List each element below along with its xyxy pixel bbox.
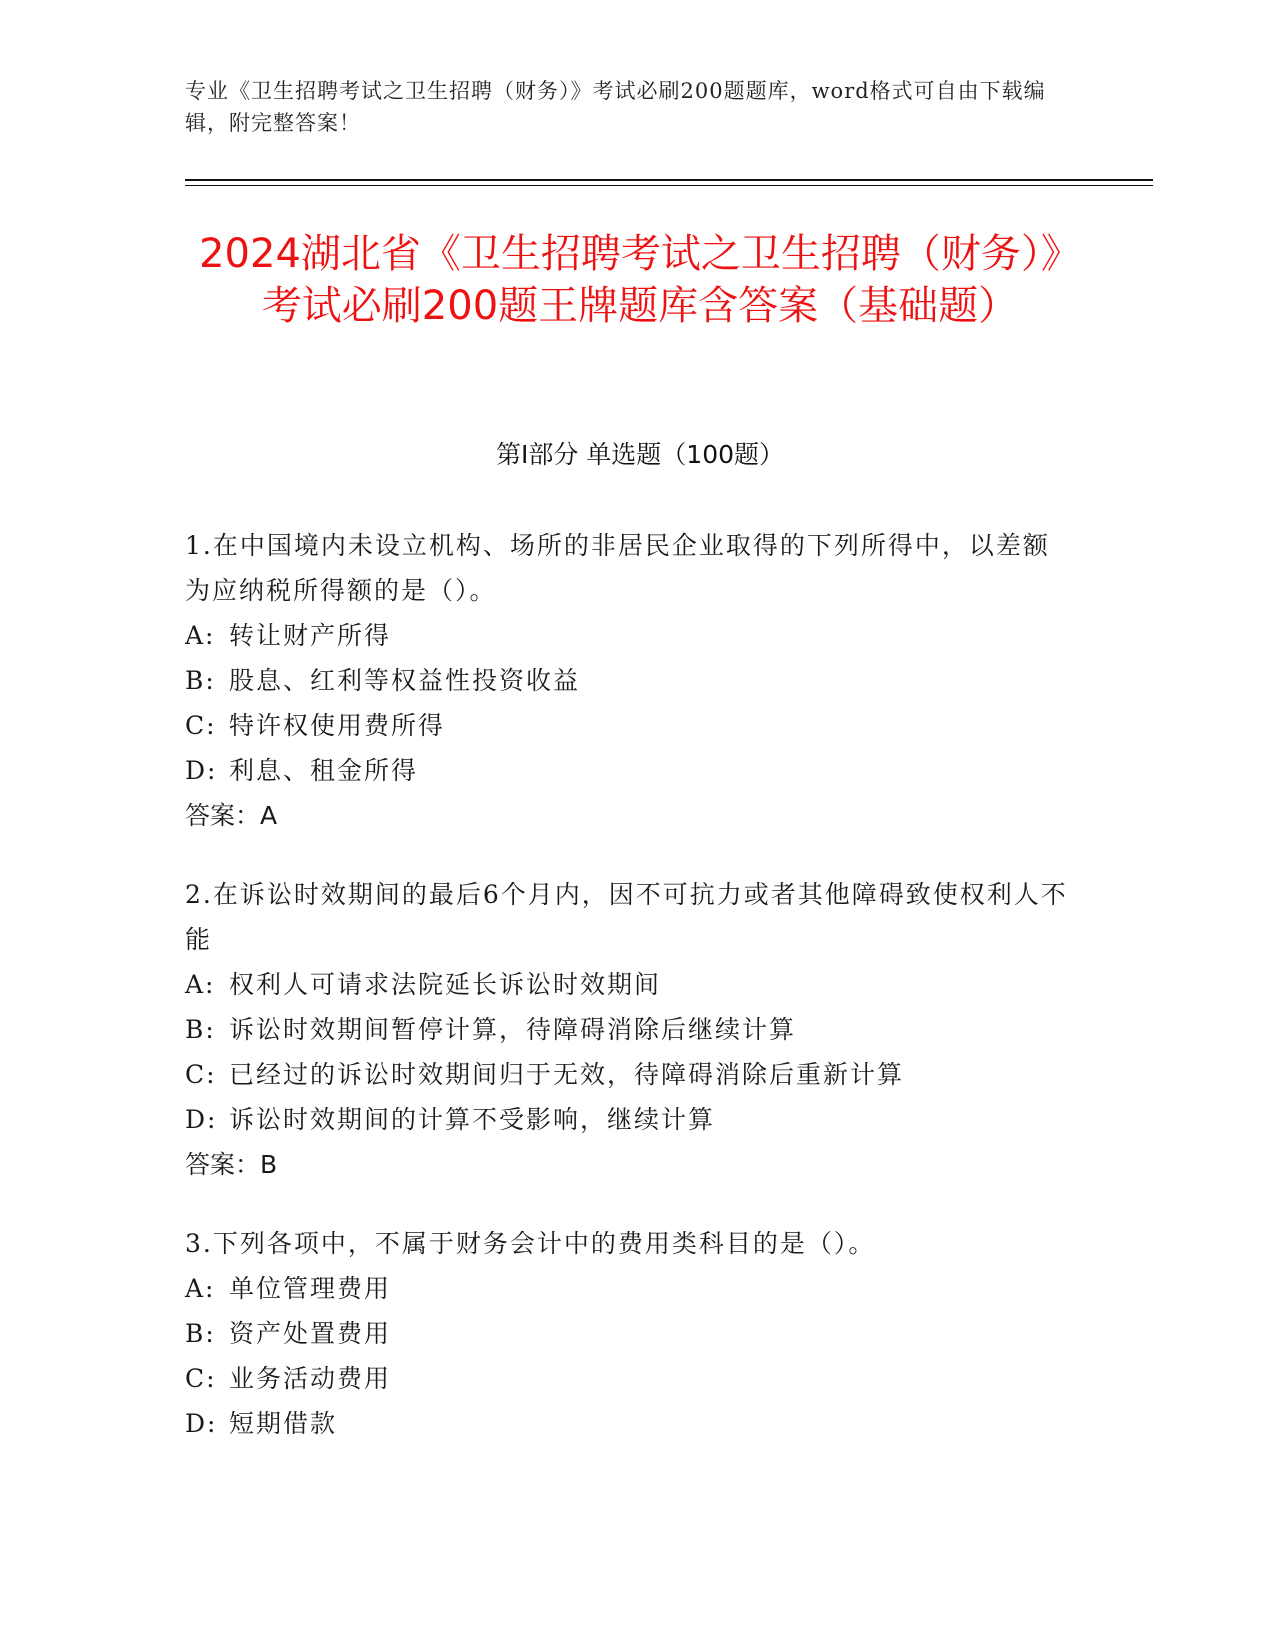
option-text: 资产处置费用 — [229, 1319, 392, 1348]
option-text: 股息、红利等权益性投资收益 — [229, 666, 581, 695]
option-text: 诉讼时效期间暂停计算，待障碍消除后继续计算 — [229, 1015, 797, 1044]
option-text: 转让财产所得 — [229, 621, 392, 650]
option-key: B: — [185, 1015, 216, 1044]
option-key: A: — [185, 621, 216, 650]
option-text: 业务活动费用 — [229, 1364, 392, 1393]
option-c — [185, 1052, 1075, 1097]
question-stem: 2.在诉讼时效期间的最后6个月内，因不可抗力或者其他障碍致使权利人不能 — [185, 880, 1068, 954]
header-divider-thin — [185, 185, 1153, 186]
question-2 — [185, 872, 1075, 1187]
answer: 答案：B — [185, 1150, 278, 1179]
option-key: B: — [185, 666, 216, 695]
option-key: A: — [185, 970, 216, 999]
option-a — [185, 613, 1075, 658]
question-stem: 3.下列各项中，不属于财务会计中的费用类科目的是（）。 — [185, 1229, 876, 1258]
option-text: 短期借款 — [229, 1409, 338, 1438]
option-key: D: — [185, 756, 218, 785]
option-c — [185, 1356, 1075, 1401]
question-3 — [185, 1221, 1075, 1446]
option-key: D: — [185, 1105, 218, 1134]
option-text: 利息、租金所得 — [229, 756, 419, 785]
header-note: 专业《卫生招聘考试之卫生招聘（财务）》考试必刷200题题库，word格式可自由下载编辑，附完整答案！ — [185, 79, 1046, 135]
option-text: 诉讼时效期间的计算不受影响，继续计算 — [229, 1105, 716, 1134]
option-b — [185, 658, 1075, 703]
option-c — [185, 703, 1075, 748]
option-d — [185, 1401, 1075, 1446]
section-title: 第I部分 单选题（100题） — [495, 440, 785, 469]
option-key: A: — [185, 1274, 216, 1303]
option-b — [185, 1007, 1075, 1052]
option-key: C: — [185, 1060, 217, 1089]
question-stem: 1.在中国境内未设立机构、场所的非居民企业取得的下列所得中，以差额为应纳税所得额的是（）。 — [185, 531, 1050, 605]
option-text: 已经过的诉讼时效期间归于无效，待障碍消除后重新计算 — [229, 1060, 905, 1089]
option-a — [185, 962, 1075, 1007]
document-title: 2024湖北省《卫生招聘考试之卫生招聘（财务）》考试必刷200题王牌题库含答案（基础题） — [199, 231, 1081, 329]
option-key: C: — [185, 711, 217, 740]
option-a — [185, 1266, 1075, 1311]
question-list — [185, 523, 1075, 1480]
option-key: C: — [185, 1364, 217, 1393]
option-text: 特许权使用费所得 — [229, 711, 446, 740]
question-1 — [185, 523, 1075, 838]
option-key: B: — [185, 1319, 216, 1348]
option-text: 单位管理费用 — [229, 1274, 392, 1303]
option-b — [185, 1311, 1075, 1356]
option-text: 权利人可请求法院延长诉讼时效期间 — [229, 970, 662, 999]
option-d — [185, 748, 1075, 793]
header-divider-thick — [185, 179, 1153, 181]
option-key: D: — [185, 1409, 218, 1438]
option-d — [185, 1097, 1075, 1142]
answer: 答案：A — [185, 801, 278, 830]
